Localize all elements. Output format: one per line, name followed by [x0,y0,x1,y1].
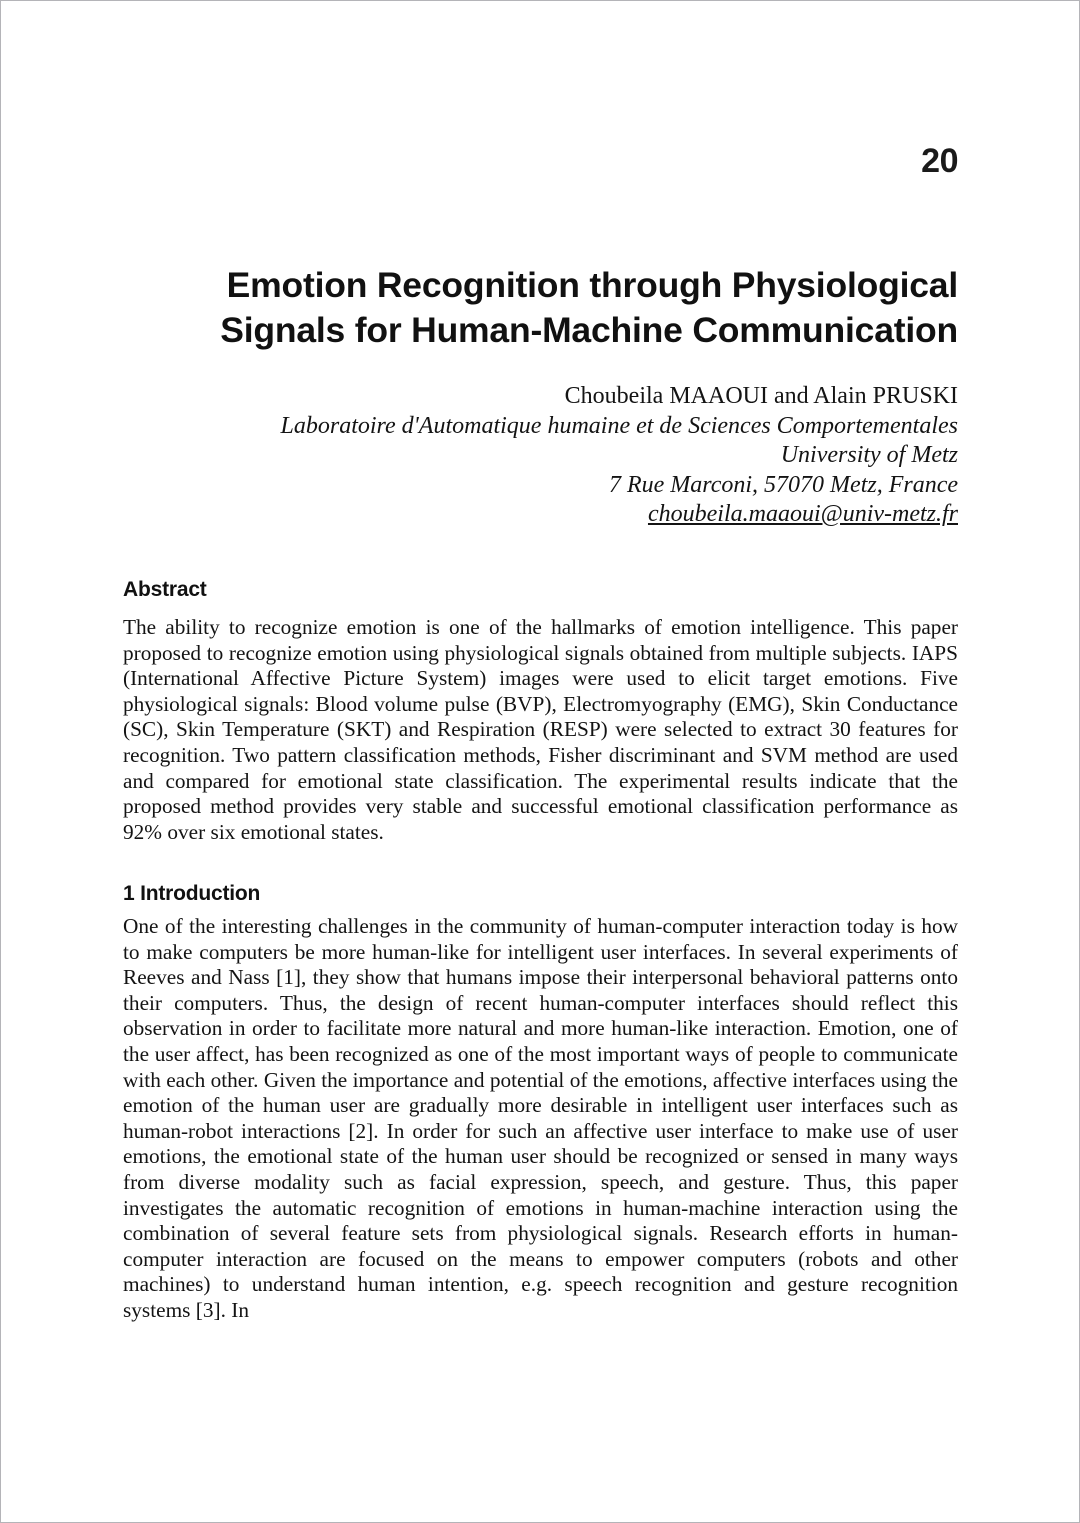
author-address: 7 Rue Marconi, 57070 Metz, France [608,471,958,498]
page-title-line-1: Emotion Recognition through Physiological [226,265,958,305]
author-names: Choubeila MAAOUI and Alain PRUSKI [564,383,958,409]
introduction-heading: 1 Introduction [123,882,261,905]
introduction-text: One of the interesting challenges in the community of human-computer interaction today is how to make computers be more human-like for intelligent user interfaces. In several experiments of Reeves and Nass [1], they show that humans impose their interpersonal behavioral patterns onto their computers. Thus, the design of recent human-computer interfaces should reflect this observation in order to facilitate more natural and more human-like interaction. Emotion, one of the user affect, has been recognized as one of the most important ways of people to communicate with each other. Given the importance and potential of the emotions, affective interfaces using the emotion of the human user are gradually more desirable in intelligent user interfaces such as human-robot interactions [2]. In order for such an affective user interface to make use of user emotions, the emotional state of the human user should be recognized or sensed in many ways from diverse modality such as facial expression, speech, and gesture. Thus, this paper investigates the automatic recognition of emotions in human-machine interaction using the combination of several feature sets from physiological signals. Research efforts in human-computer interaction are focused on the means to empower computers (robots and other machines) to understand human intention, e.g. speech recognition and gesture recognition systems [3]. In [123,914,958,1322]
page-title-line-2: Signals for Human-Machine Communication [220,310,958,350]
abstract-text: The ability to recognize emotion is one of the hallmarks of emotion intelligence. This paper proposed to recognize emotion using physiological signals obtained from multiple subjects. IAPS (International Affective Picture System) images were used to elicit target emotions. Five physiological signals: Blood volume pulse (BVP), Electromyography (EMG), Skin Conductance (SC), Skin Temperature (SKT) and Respiration (RESP) were selected to extract 30 features for recognition. Two pattern classification methods, Fisher discriminant and SVM method are used and compared for emotional state classification. The experimental results indicate that the proposed method provides very stable and successful emotional classification performance as 92% over six emotional states. [123,615,958,844]
author-email[interactable]: choubeila.maaoui@univ-metz.fr [647,501,958,527]
abstract-heading: Abstract [123,578,207,601]
page-number: 20 [921,142,958,180]
page-title [123,263,958,353]
author-block [123,382,958,530]
page-content [123,1,958,1522]
author-university: University of Metz [780,442,958,468]
author-laboratory: Laboratoire d'Automatique humaine et de Sciences Comportementales [280,412,958,439]
